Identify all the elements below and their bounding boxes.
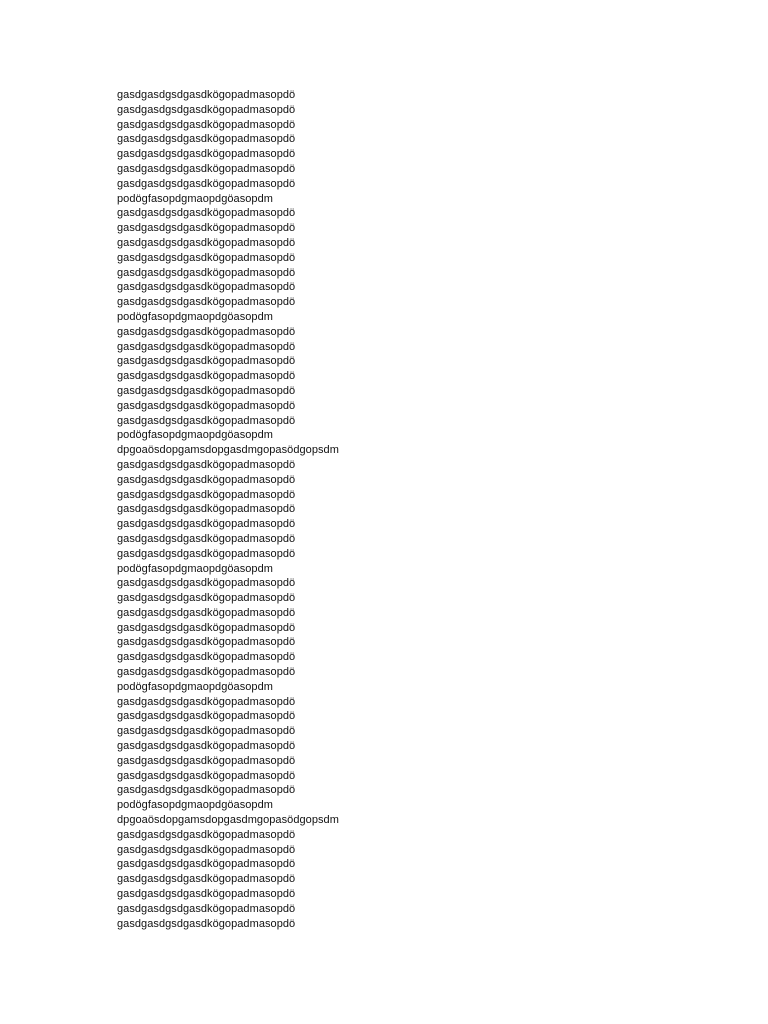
text-line: gasdgasdgsdgasdkögopadmasopdö — [117, 858, 296, 871]
text-line: gasdgasdgsdgasdkögopadmasopdö — [117, 384, 296, 397]
text-line: podögfasopdgmaopdgöasopdm — [117, 192, 273, 205]
text-line: gasdgasdgsdgasdkögopadmasopdö — [117, 222, 296, 235]
text-line: gasdgasdgsdgasdkögopadmasopdö — [117, 577, 296, 590]
text-line: gasdgasdgsdgasdkögopadmasopdö — [117, 207, 296, 220]
text-line: gasdgasdgsdgasdkögopadmasopdö — [117, 547, 296, 560]
text-line: podögfasopdgmaopdgöasopdm — [117, 680, 273, 693]
text-line: gasdgasdgsdgasdkögopadmasopdö — [117, 754, 296, 767]
text-line: gasdgasdgsdgasdkögopadmasopdö — [117, 89, 296, 101]
text-line: gasdgasdgsdgasdkögopadmasopdö — [117, 340, 296, 353]
text-line: gasdgasdgsdgasdkögopadmasopdö — [117, 651, 296, 664]
text-line: gasdgasdgsdgasdkögopadmasopdö — [117, 769, 296, 782]
text-line: gasdgasdgsdgasdkögopadmasopdö — [117, 695, 296, 708]
text-line: gasdgasdgsdgasdkögopadmasopdö — [117, 236, 296, 249]
text-line: podögfasopdgmaopdgöasopdm — [117, 799, 273, 812]
text-line: gasdgasdgsdgasdkögopadmasopdö — [117, 917, 296, 930]
text-line: gasdgasdgsdgasdkögopadmasopdö — [117, 473, 296, 486]
text-line: gasdgasdgsdgasdkögopadmasopdö — [117, 666, 296, 679]
text-line: gasdgasdgsdgasdkögopadmasopdö — [117, 162, 296, 175]
text-line: gasdgasdgsdgasdkögopadmasopdö — [117, 518, 296, 531]
text-line: gasdgasdgsdgasdkögopadmasopdö — [117, 133, 296, 146]
text-line: gasdgasdgsdgasdkögopadmasopdö — [117, 414, 296, 427]
text-line: gasdgasdgsdgasdkögopadmasopdö — [117, 177, 296, 190]
text-line: gasdgasdgsdgasdkögopadmasopdö — [117, 532, 296, 545]
text-line: gasdgasdgsdgasdkögopadmasopdö — [117, 148, 296, 161]
text-line: dpgoaösdopgamsdopgasdmgopasödgopsdm — [117, 814, 339, 827]
text-line: gasdgasdgsdgasdkögopadmasopdö — [117, 873, 296, 886]
text-line: gasdgasdgsdgasdkögopadmasopdö — [117, 592, 296, 605]
text-line: gasdgasdgsdgasdkögopadmasopdö — [117, 606, 296, 619]
text-line: gasdgasdgsdgasdkögopadmasopdö — [117, 828, 296, 841]
text-line: podögfasopdgmaopdgöasopdm — [117, 562, 273, 575]
text-line: gasdgasdgsdgasdkögopadmasopdö — [117, 103, 296, 116]
text-line: gasdgasdgsdgasdkögopadmasopdö — [117, 296, 296, 309]
text-line: gasdgasdgsdgasdkögopadmasopdö — [117, 503, 296, 516]
text-line: gasdgasdgsdgasdkögopadmasopdö — [117, 636, 296, 649]
text-line: podögfasopdgmaopdgöasopdm — [117, 429, 273, 442]
text-line: gasdgasdgsdgasdkögopadmasopdö — [117, 325, 296, 338]
text-line: gasdgasdgsdgasdkögopadmasopdö — [117, 725, 296, 738]
text-line: gasdgasdgsdgasdkögopadmasopdö — [117, 458, 296, 471]
text-line: gasdgasdgsdgasdkögopadmasopdö — [117, 843, 296, 856]
text-line: gasdgasdgsdgasdkögopadmasopdö — [117, 888, 296, 901]
text-line: gasdgasdgsdgasdkögopadmasopdö — [117, 784, 296, 797]
text-line: gasdgasdgsdgasdkögopadmasopdö — [117, 355, 296, 368]
text-line: gasdgasdgsdgasdkögopadmasopdö — [117, 710, 296, 723]
text-line: gasdgasdgsdgasdkögopadmasopdö — [117, 118, 296, 131]
text-line: gasdgasdgsdgasdkögopadmasopdö — [117, 740, 296, 753]
text-line: gasdgasdgsdgasdkögopadmasopdö — [117, 266, 296, 279]
text-line: dpgoaösdopgamsdopgasdmgopasödgopsdm — [117, 444, 339, 457]
text-line: gasdgasdgsdgasdkögopadmasopdö — [117, 488, 296, 501]
text-line: gasdgasdgsdgasdkögopadmasopdö — [117, 621, 296, 634]
text-line: gasdgasdgsdgasdkögopadmasopdö — [117, 399, 296, 412]
text-line: gasdgasdgsdgasdkögopadmasopdö — [117, 281, 296, 294]
text-line: gasdgasdgsdgasdkögopadmasopdö — [117, 902, 296, 915]
text-line: gasdgasdgsdgasdkögopadmasopdö — [117, 370, 296, 383]
document-body — [117, 88, 717, 931]
text-line: podögfasopdgmaopdgöasopdm — [117, 310, 273, 323]
text-line: gasdgasdgsdgasdkögopadmasopdö — [117, 251, 296, 264]
